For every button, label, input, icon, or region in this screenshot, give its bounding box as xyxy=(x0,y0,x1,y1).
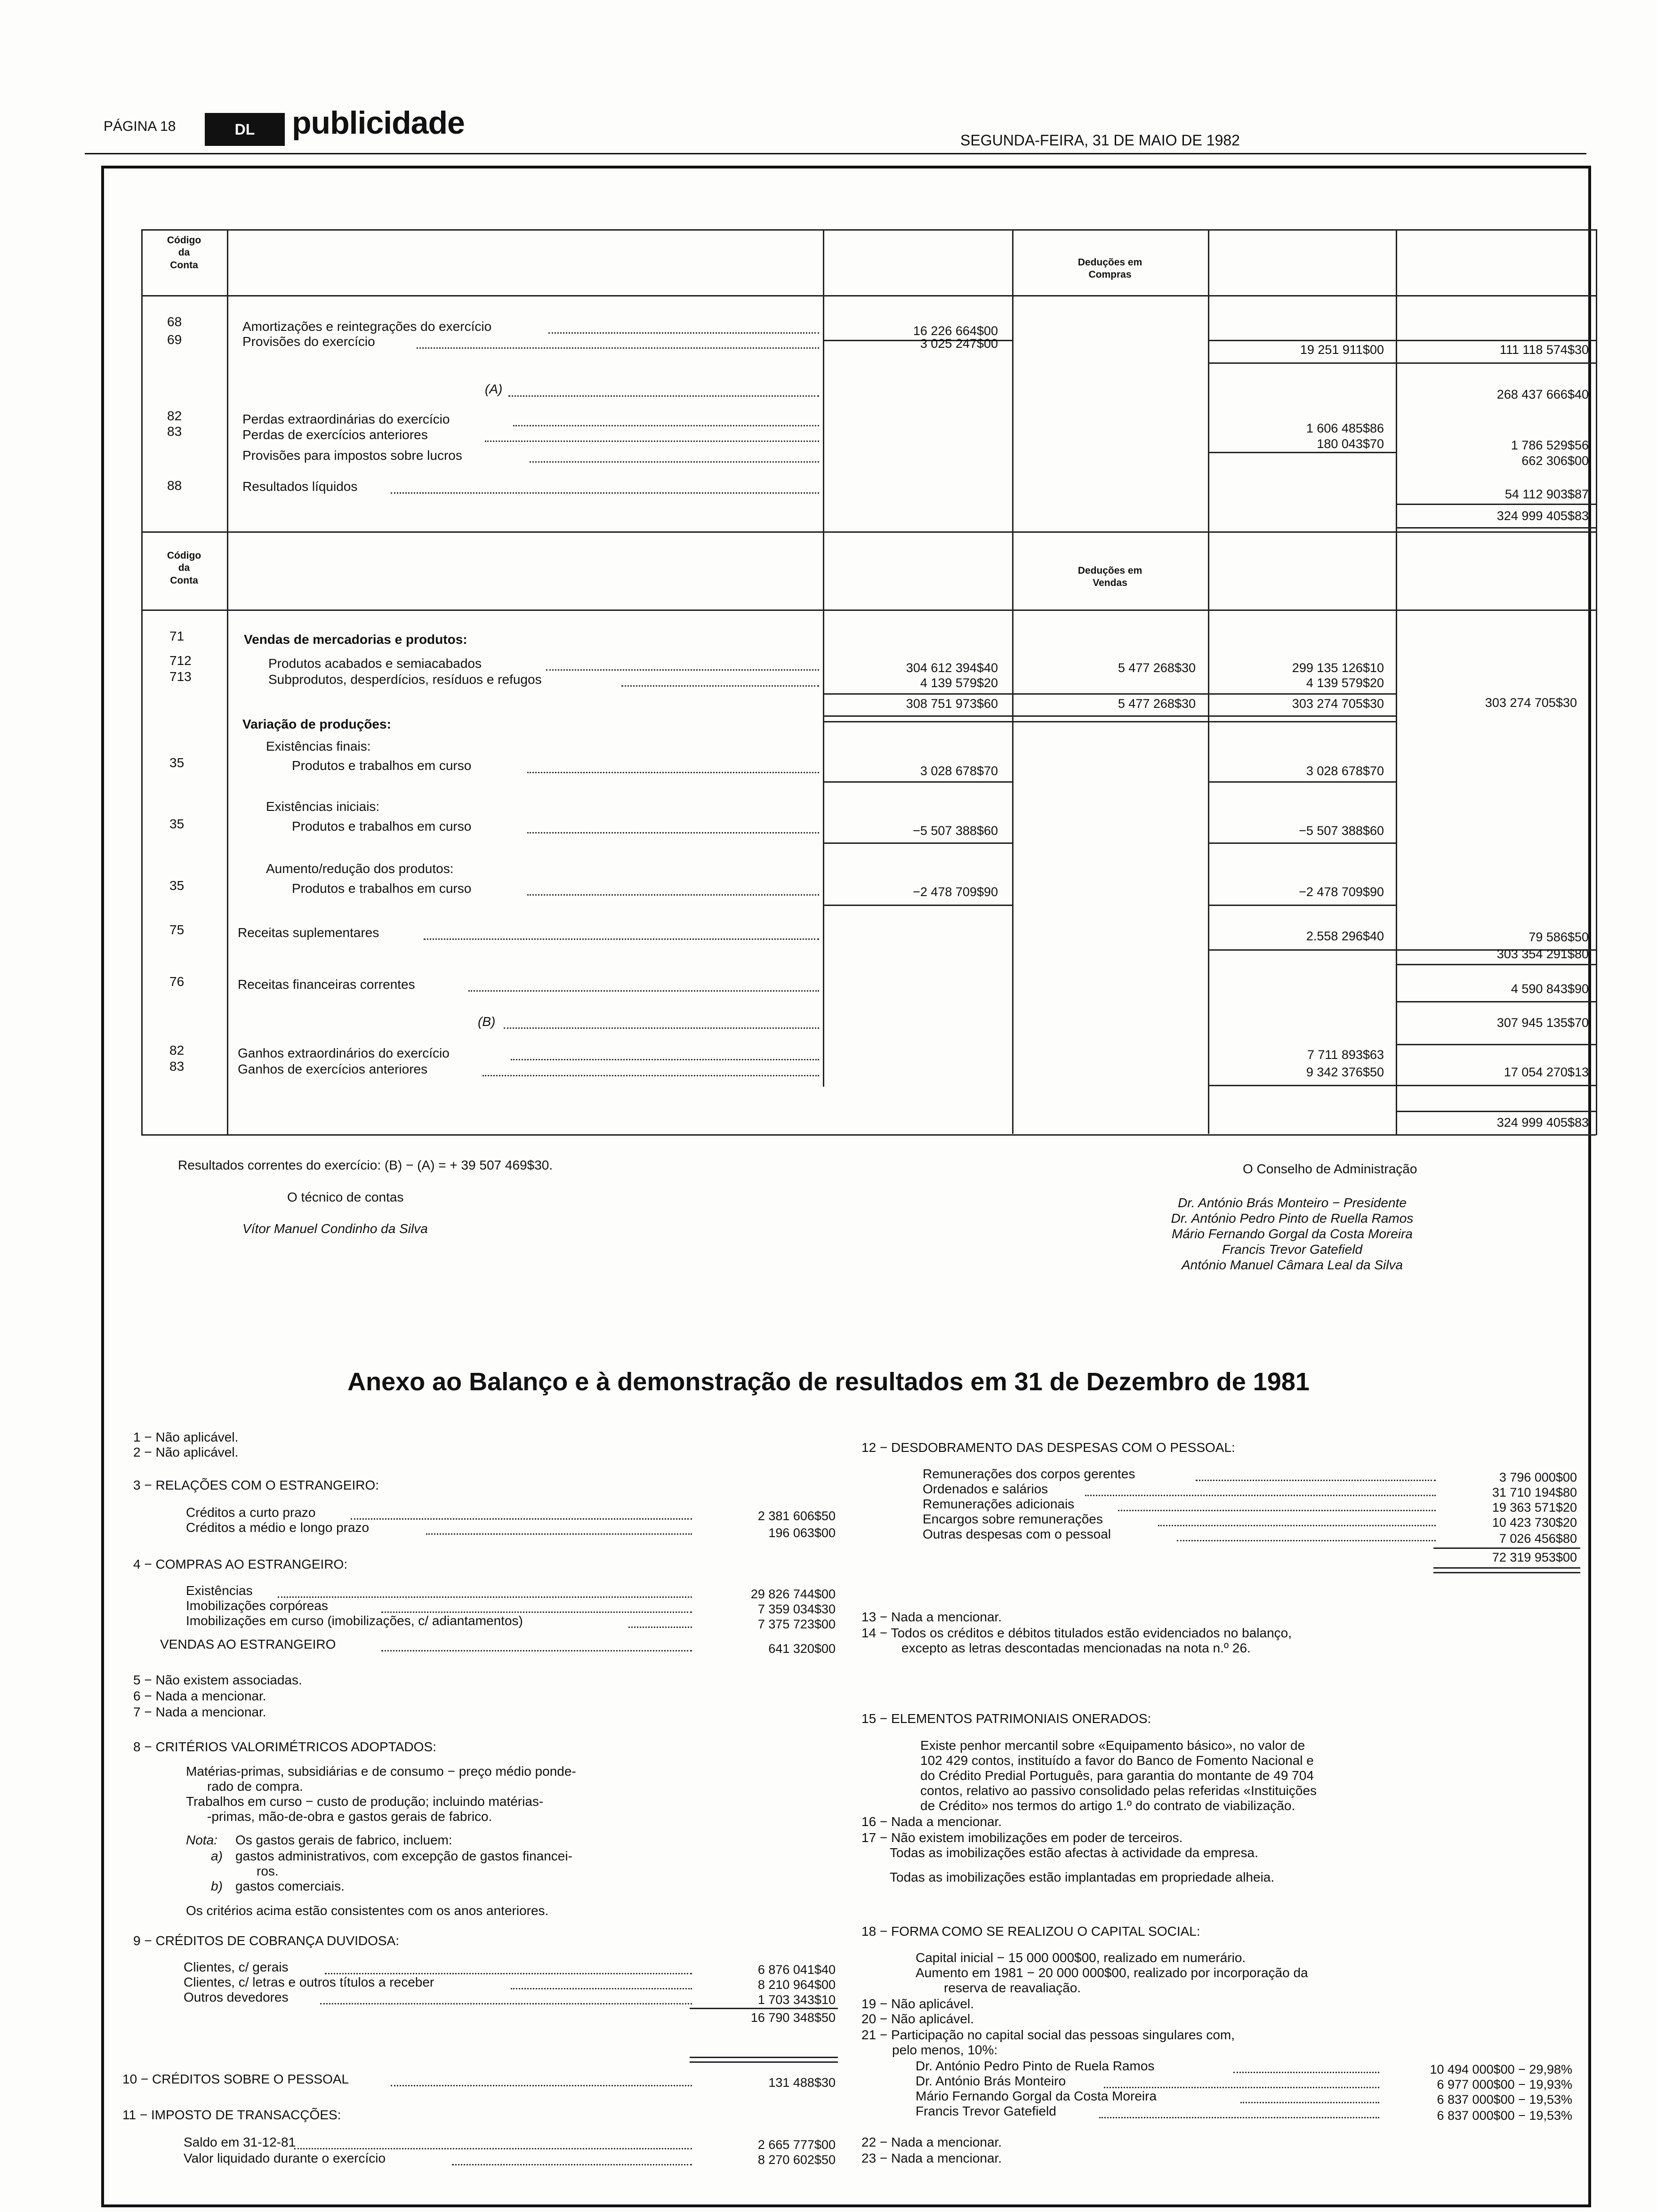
note-label: a) xyxy=(211,1849,223,1863)
leader-dots xyxy=(426,1533,692,1535)
note: 2 − Não aplicável. xyxy=(133,1445,239,1459)
leader-dots xyxy=(530,461,819,463)
rule xyxy=(1396,1111,1397,1135)
note-heading: 18 − FORMA COMO SE REALIZOU O CAPITAL SOCIAL: xyxy=(861,1924,1200,1939)
group-label: Variação de produções: xyxy=(242,717,391,731)
value: −2 478 709$90 xyxy=(1299,885,1384,899)
note-value: 19 363 571$20 xyxy=(1492,1500,1577,1515)
leader-dots xyxy=(527,832,819,834)
leader-dots xyxy=(621,685,819,687)
note-item: Outras despesas com o pessoal xyxy=(923,1527,1111,1541)
note-text: pelo menos, 10%: xyxy=(892,2043,998,2057)
rule xyxy=(1397,1111,1596,1112)
value: −5 507 388$60 xyxy=(913,824,998,838)
note-text: Todas as imobilizações estão afectas à actividade da empresa. xyxy=(890,1845,1258,1860)
note-text: do Crédito Predial Português, para garantia do montante de 49 704 xyxy=(920,1768,1314,1783)
s2-col1-rule xyxy=(823,531,824,1087)
note: 21 − Participação no capital social das pessoas singulares com, xyxy=(861,2028,1235,2042)
note-item: Clientes, c/ letras e outros títulos a receber xyxy=(184,1975,434,1989)
rule xyxy=(1397,1134,1596,1136)
subtotal-label: (B) xyxy=(478,1014,496,1029)
leader-dots xyxy=(424,938,819,940)
value: 5 477 268$30 xyxy=(1118,661,1196,675)
rule xyxy=(824,715,1396,717)
shareholder-value: 6 977 000$00 − 19,93% xyxy=(1437,2077,1572,2092)
rule xyxy=(1433,1572,1580,1573)
value: 180 043$70 xyxy=(1317,437,1384,451)
rule xyxy=(1397,527,1596,529)
code: 76 xyxy=(169,974,185,989)
note-item: Imobilizações corpóreas xyxy=(186,1598,328,1613)
code: 35 xyxy=(169,878,185,893)
rule xyxy=(1397,1044,1596,1045)
s2-col2-rule xyxy=(1012,531,1014,1134)
leader-dots xyxy=(1118,1510,1436,1511)
code-header xyxy=(141,550,227,587)
note-text: Capital inicial − 15 000 000$00, realizado em numerário. xyxy=(916,1950,1246,1965)
row-label: Provisões para impostos sobre lucros xyxy=(242,448,462,463)
note: 16 − Nada a mencionar. xyxy=(861,1814,1002,1829)
shareholder-name: Dr. António Pedro Pinto de Ruela Ramos xyxy=(916,2059,1155,2073)
note-value: 2 381 606$50 xyxy=(757,1509,836,1523)
leader-dots xyxy=(1158,1525,1436,1526)
note-item: Encargos sobre remunerações xyxy=(923,1512,1103,1526)
leader-dots xyxy=(527,894,819,896)
code-header xyxy=(141,234,227,272)
leader-dots xyxy=(391,2085,692,2086)
section2-header-bottom-rule xyxy=(141,609,1597,611)
value: 4 139 579$20 xyxy=(920,676,998,690)
group-label: Vendas de mercadorias e produtos: xyxy=(244,632,467,647)
note: excepto as letras descontadas mencionadas na nota n.º 26. xyxy=(901,1641,1251,1655)
issue-date: SEGUNDA-FEIRA, 31 DE MAIO DE 1982 xyxy=(960,132,1240,149)
rule xyxy=(1209,842,1396,844)
leader-dots xyxy=(527,772,819,773)
subtotal-value: 303 354 291$80 xyxy=(1496,947,1589,961)
note-total: 72 319 953$00 xyxy=(1492,1550,1577,1564)
header-bottom-rule xyxy=(141,295,1597,297)
col1-left-rule xyxy=(823,229,824,531)
leader-dots xyxy=(391,492,819,494)
note-value: 2 665 777$00 xyxy=(757,2138,836,2152)
value: 3 028 678$70 xyxy=(920,764,998,778)
section-title: publicidade xyxy=(292,105,465,141)
leader-dots xyxy=(468,990,819,992)
rule xyxy=(1397,504,1596,505)
leader-dots xyxy=(628,1627,692,1628)
leader-dots xyxy=(381,1650,692,1651)
leader-dots xyxy=(1233,2072,1379,2073)
leader-dots xyxy=(1104,2087,1379,2088)
note-value: 6 876 041$40 xyxy=(757,1963,836,1977)
code: 712 xyxy=(169,653,192,668)
note-text: gastos comerciais. xyxy=(235,1879,345,1893)
note: 22 − Nada a mencionar. xyxy=(861,2135,1002,2149)
table-left-border xyxy=(141,229,143,1135)
rule xyxy=(824,842,1012,844)
row-label: Resultados líquidos xyxy=(242,479,358,494)
board-title: O Conselho de Administração xyxy=(1243,1162,1417,1176)
leader-dots xyxy=(485,441,819,442)
note-item: 10 − CRÉDITOS SOBRE O PESSOAL xyxy=(122,2072,349,2086)
leader-dots xyxy=(1177,1540,1436,1541)
board-member: Dr. António Pedro Pinto de Ruella Ramos xyxy=(1171,1211,1414,1226)
row-label: Ganhos de exercícios anteriores xyxy=(238,1062,428,1076)
note-heading: 15 − ELEMENTOS PATRIMONIAIS ONERADOS: xyxy=(861,1711,1151,1726)
value: 1 786 529$56 xyxy=(1511,438,1589,452)
board-member: Mário Fernando Gorgal da Costa Moreira xyxy=(1171,1226,1413,1241)
code-column-rule xyxy=(227,229,228,1135)
rule xyxy=(690,2057,838,2058)
value: 304 612 394$40 xyxy=(906,661,998,675)
value: 1 606 485$86 xyxy=(1306,421,1384,435)
note-item: Ordenados e salários xyxy=(923,1482,1048,1496)
note-value: 131 488$30 xyxy=(768,2076,836,2090)
value: 79 586$50 xyxy=(1528,930,1589,944)
note-value: 7 375 723$00 xyxy=(757,1617,836,1631)
deductions-header-line: Compras xyxy=(1088,269,1132,281)
note-text: Aumento em 1981 − 20 000 000$00, realizado por incorporação da xyxy=(916,1965,1308,1980)
code: 83 xyxy=(167,424,182,439)
table-bottom-border xyxy=(141,1134,1429,1136)
row-label: Produtos acabados e semiacabados xyxy=(268,656,482,671)
note-item: Remunerações adicionais xyxy=(923,1497,1075,1511)
value: 16 226 664$00 xyxy=(913,324,998,338)
leader-dots xyxy=(483,1075,819,1076)
code: 713 xyxy=(169,669,192,684)
leader-dots xyxy=(513,425,819,426)
leader-dots xyxy=(1099,2117,1379,2118)
note-heading: 4 − COMPRAS AO ESTRANGEIRO: xyxy=(133,1557,348,1571)
note: 6 − Nada a mencionar. xyxy=(133,1689,266,1703)
note-text: rado de compra. xyxy=(207,1779,303,1794)
code-header-line: Conta xyxy=(170,259,198,271)
accountant-title: O técnico de contas xyxy=(287,1190,404,1204)
leader-dots xyxy=(320,2003,692,2004)
current-results: Resultados correntes do exercício: (B) − (A) = + 39 507 469$30. xyxy=(178,1158,553,1172)
shareholder-name: Dr. António Brás Monteiro xyxy=(916,2074,1066,2088)
value: −5 507 388$60 xyxy=(1299,824,1384,838)
note-label: b) xyxy=(211,1879,223,1893)
note: 23 − Nada a mencionar. xyxy=(861,2151,1002,2165)
note-label: Nota: xyxy=(186,1833,217,1847)
s2-col4-rule xyxy=(1396,531,1397,1134)
row-label: Produtos e trabalhos em curso xyxy=(292,758,472,773)
leader-dots xyxy=(508,395,819,397)
board-member: Francis Trevor Gatefield xyxy=(1222,1242,1363,1257)
rule xyxy=(1209,1085,1596,1086)
value: 299 135 126$10 xyxy=(1292,661,1384,675)
leader-dots xyxy=(452,2164,692,2165)
note-item: Créditos a curto prazo xyxy=(186,1505,316,1520)
note: 20 − Não aplicável. xyxy=(861,2012,974,2026)
note-total: 16 790 348$50 xyxy=(750,2011,836,2025)
note: 14 − Todos os créditos e débitos titulados estão evidenciados no balanço, xyxy=(861,1626,1292,1640)
note-item: Clientes, c/ gerais xyxy=(184,1960,289,1974)
note: 1 − Não aplicável. xyxy=(133,1430,239,1444)
row-label: Receitas financeiras correntes xyxy=(238,977,415,992)
note-item: Créditos a médio e longo prazo xyxy=(186,1520,370,1535)
rule xyxy=(1433,1547,1580,1549)
sub-group-label: Existências finais: xyxy=(266,739,371,753)
note: 7 − Nada a mencionar. xyxy=(133,1705,266,1719)
code: 35 xyxy=(169,817,185,831)
total-value: 324 999 405$83 xyxy=(1496,1115,1589,1130)
leader-dots xyxy=(1240,2102,1379,2103)
leader-dots xyxy=(351,1518,692,1520)
leader-dots xyxy=(417,347,819,349)
value: 3 028 678$70 xyxy=(1306,764,1384,778)
rule xyxy=(690,2008,838,2009)
sum-value: 308 751 973$60 xyxy=(906,697,998,711)
note-text: de Crédito» nos termos do artigo 1.º do contrato de viabilização. xyxy=(920,1798,1295,1813)
leader-dots xyxy=(504,1027,819,1029)
rule xyxy=(824,781,1012,783)
note-text: Os critérios acima estão consistentes com os anos anteriores. xyxy=(186,1903,549,1918)
code-header-line: da xyxy=(178,562,190,574)
note: 5 − Não existem associadas. xyxy=(133,1673,302,1687)
header-rule xyxy=(85,153,1586,154)
leader-dots xyxy=(548,332,819,334)
col4-left-rule xyxy=(1396,229,1397,531)
value: 54 112 903$87 xyxy=(1504,487,1589,501)
sub-group-label: Aumento/redução dos produtos: xyxy=(266,861,454,876)
row-label: Subprodutos, desperdícios, resíduos e refugos xyxy=(268,672,542,687)
deductions-header xyxy=(1012,565,1208,590)
note-item: Valor liquidado durante o exercício xyxy=(184,2151,386,2165)
note-value: 8 210 964$00 xyxy=(757,1978,836,1992)
col3-left-rule xyxy=(1208,229,1209,531)
row-label: Provisões do exercício xyxy=(242,334,375,349)
note-value: 1 703 343$10 xyxy=(757,1993,836,2007)
code: 83 xyxy=(169,1059,185,1074)
note: 19 − Não aplicável. xyxy=(861,1996,974,2011)
value: 111 118 574$30 xyxy=(1499,343,1589,357)
note-value: 3 796 000$00 xyxy=(1499,1470,1577,1484)
rule xyxy=(1209,362,1396,364)
row-label: Perdas de exercícios anteriores xyxy=(242,427,428,442)
value: 4 139 579$20 xyxy=(1306,676,1384,690)
rule xyxy=(1209,452,1396,453)
note-value: 31 710 194$80 xyxy=(1492,1485,1577,1499)
deductions-header-line: Vendas xyxy=(1093,577,1127,589)
value: 307 945 135$70 xyxy=(1496,1016,1589,1030)
value: 9 342 376$50 xyxy=(1306,1065,1384,1079)
note-text: contos, relativo ao passivo consolidado pelas referidas «Instituições xyxy=(920,1783,1317,1798)
note-text: -primas, mão-de-obra e gastos gerais de fabrico. xyxy=(207,1809,492,1824)
deductions-header xyxy=(1012,256,1208,281)
accountant-name: Vítor Manuel Condinho da Silva xyxy=(242,1221,428,1236)
page-number: PÁGINA 18 xyxy=(104,119,176,134)
annex-title: Anexo ao Balanço e à demonstração de resultados em 31 de Dezembro de 1981 xyxy=(347,1368,1310,1396)
rule xyxy=(1209,781,1396,783)
note-text: Matérias-primas, subsidiárias e de consumo − preço médio ponde- xyxy=(186,1764,576,1779)
leader-dots xyxy=(546,669,819,671)
row-label: Amortizações e reintegrações do exercício xyxy=(242,319,492,334)
note: 17 − Não existem imobilizações em poder de terceiros. xyxy=(861,1830,1183,1845)
rule xyxy=(1397,362,1596,364)
shareholder-name: Mário Fernando Gorgal da Costa Moreira xyxy=(916,2089,1157,2103)
rule xyxy=(824,721,1396,722)
leader-dots xyxy=(1085,1495,1436,1496)
note-heading: 12 − DESDOBRAMENTO DAS DESPESAS COM O PESSOAL: xyxy=(861,1440,1235,1455)
note-text: Existe penhor mercantil sobre «Equipamento básico», no valor de xyxy=(920,1738,1305,1753)
note-value: 641 320$00 xyxy=(768,1642,836,1656)
rule xyxy=(1209,905,1396,906)
code: 82 xyxy=(169,1043,185,1058)
note-text: Todas as imobilizações estão implantadas em propriedade alheia. xyxy=(890,1870,1275,1884)
total-value: 324 999 405$83 xyxy=(1496,509,1589,523)
note-text: 102 429 contos, instituído a favor do Banco de Fomento Nacional e xyxy=(920,1753,1314,1768)
note-item: Existências xyxy=(186,1583,253,1598)
note-item: Remunerações dos corpos gerentes xyxy=(923,1467,1135,1481)
shareholder-name: Francis Trevor Gatefield xyxy=(916,2104,1056,2118)
leader-dots xyxy=(278,1596,692,1598)
leader-dots xyxy=(1196,1480,1436,1481)
note-item: Imobilizações em curso (imobilizações, c/ adiantamentos) xyxy=(186,1613,523,1628)
value: 662 306$00 xyxy=(1521,454,1589,468)
sub-group-label: Existências iniciais: xyxy=(266,799,380,814)
code-header-line: da xyxy=(178,247,190,258)
value: 7 711 893$63 xyxy=(1307,1048,1384,1062)
note-value: 196 063$00 xyxy=(768,1526,836,1540)
value: −2 478 709$90 xyxy=(913,885,998,899)
leader-dots xyxy=(325,1973,692,1974)
note-text: reserva de reavaliação. xyxy=(944,1980,1081,1995)
leader-dots xyxy=(511,1988,692,1989)
note-heading: 9 − CRÉDITOS DE COBRANÇA DUVIDOSA: xyxy=(133,1933,400,1948)
code: 35 xyxy=(169,755,185,770)
code: 71 xyxy=(169,629,185,643)
row-label: Produtos e trabalhos em curso xyxy=(292,881,472,896)
note-item: Outros devedores xyxy=(184,1990,289,2004)
board-member: Dr. António Brás Monteiro − Presidente xyxy=(1178,1195,1407,1210)
rule xyxy=(824,905,1012,906)
table-top-border xyxy=(141,229,1597,231)
note-heading: 3 − RELAÇÕES COM O ESTRANGEIRO: xyxy=(133,1478,379,1492)
shareholder-value: 10 494 000$00 − 29,98% xyxy=(1430,2062,1572,2076)
code-header-line: Conta xyxy=(170,575,198,586)
newspaper-logo: DL xyxy=(205,113,285,146)
code: 68 xyxy=(167,314,182,329)
ad-frame xyxy=(101,166,1591,2207)
section2-top-rule xyxy=(141,531,1597,533)
leader-dots xyxy=(381,1611,692,1613)
leader-dots xyxy=(294,2148,692,2149)
value: 19 251 911$00 xyxy=(1300,343,1384,357)
deductions-header-line: Deduções em xyxy=(1078,565,1142,576)
row-label: Produtos e trabalhos em curso xyxy=(292,819,472,834)
value: 4 590 843$90 xyxy=(1511,982,1589,996)
note-item: VENDAS AO ESTRANGEIRO xyxy=(160,1637,336,1651)
shareholder-value: 6 837 000$00 − 19,53% xyxy=(1437,2108,1572,2123)
deductions-header-line: Deduções em xyxy=(1078,257,1142,268)
note-text: Os gastos gerais de fabrico, incluem: xyxy=(235,1833,452,1847)
code: 69 xyxy=(167,332,182,347)
sum-value: 303 274 705$30 xyxy=(1292,697,1384,711)
row-label: Receitas suplementares xyxy=(238,925,379,940)
rule xyxy=(690,2061,838,2063)
row-label: Perdas extraordinárias do exercício xyxy=(242,412,450,426)
sum-value: 5 477 268$30 xyxy=(1118,697,1196,711)
note-text: Trabalhos em curso − custo de produção; incluindo matérias- xyxy=(186,1794,544,1809)
sum-value: 303 274 705$30 xyxy=(1485,696,1577,710)
rule xyxy=(1397,964,1596,965)
subtotal-label: (A) xyxy=(485,382,503,396)
value: 3 025 247$00 xyxy=(920,337,998,351)
value: 17 054 270$13 xyxy=(1504,1065,1589,1079)
shareholder-value: 6 837 000$00 − 19,53% xyxy=(1437,2092,1572,2107)
code: 88 xyxy=(167,478,182,493)
leader-dots xyxy=(511,1059,819,1060)
code: 75 xyxy=(169,922,185,937)
board-member: António Manuel Câmara Leal da Silva xyxy=(1181,1258,1403,1272)
note-value: 10 423 730$20 xyxy=(1492,1515,1577,1530)
note-value: 7 359 034$30 xyxy=(757,1602,836,1616)
table-right-border xyxy=(1596,229,1597,1135)
rule xyxy=(1397,1001,1596,1002)
value: 268 437 666$40 xyxy=(1496,387,1589,401)
note-value: 29 826 744$00 xyxy=(750,1587,836,1601)
rule xyxy=(1209,340,1596,341)
code-header-line: Código xyxy=(167,550,201,561)
note: 13 − Nada a mencionar. xyxy=(861,1610,1002,1624)
code: 82 xyxy=(167,409,182,423)
note-text: gastos administrativos, com excepção de gastos financei- xyxy=(235,1849,572,1863)
note-value: 7 026 456$80 xyxy=(1499,1531,1577,1546)
note-text: ros. xyxy=(257,1864,279,1878)
note-heading: 8 − CRITÉRIOS VALORIMÉTRICOS ADOPTADOS: xyxy=(133,1739,436,1754)
note-item: Saldo em 31-12-81 xyxy=(184,2135,296,2149)
row-label: Ganhos extraordinários do exercício xyxy=(238,1046,450,1060)
note-heading: 11 − IMPOSTO DE TRANSACÇÕES: xyxy=(122,2108,341,2122)
note-value: 8 270 602$50 xyxy=(757,2153,836,2167)
rule xyxy=(824,693,1396,695)
rule xyxy=(1433,1567,1580,1569)
code-header-line: Código xyxy=(167,235,201,246)
s2-col3-rule xyxy=(1208,531,1209,1134)
value: 2.558 296$40 xyxy=(1306,929,1384,943)
